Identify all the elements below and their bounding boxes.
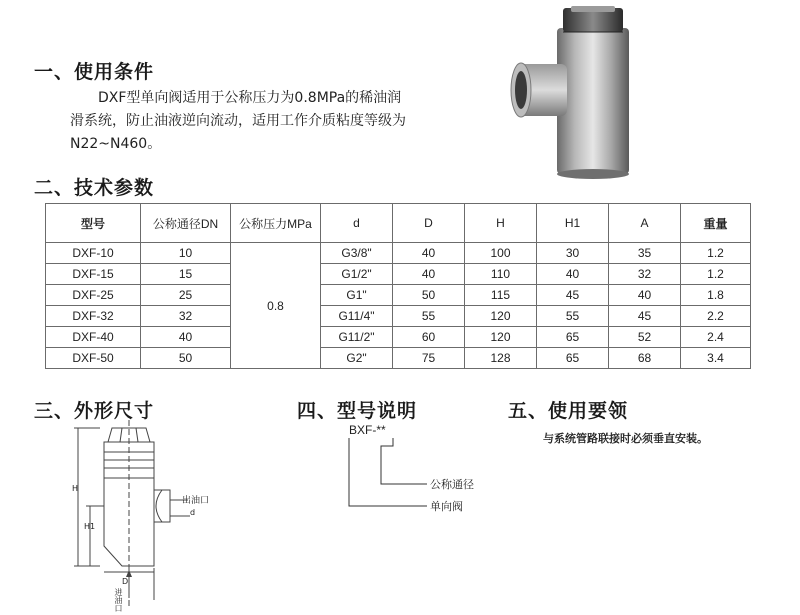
cell-model: DXF-25: [46, 285, 141, 306]
cell-dn: 10: [141, 243, 231, 264]
table-row: [46, 327, 751, 348]
cell-d: G2": [321, 348, 393, 369]
cell-weight: 2.2: [681, 306, 751, 327]
cell-H1: 30: [537, 243, 609, 264]
table-row: [46, 306, 751, 327]
cell-weight: 3.4: [681, 348, 751, 369]
cell-model: DXF-10: [46, 243, 141, 264]
section5-title: 五、使用要领: [508, 400, 629, 422]
cell-model: DXF-50: [46, 348, 141, 369]
cell-dn: 15: [141, 264, 231, 285]
cell-model: DXF-32: [46, 306, 141, 327]
label-nominal-diameter: 公称通径: [430, 478, 474, 491]
cell-model: DXF-40: [46, 327, 141, 348]
cell-A: 45: [609, 306, 681, 327]
dim-H1-label: H1: [84, 522, 96, 531]
table-row: [46, 264, 751, 285]
usage-line-1: DXF型单向阀适用于公称压力为0.8MPa的稀油润: [98, 90, 402, 106]
cell-D: 50: [393, 285, 465, 306]
cell-model: DXF-15: [46, 264, 141, 285]
cell-H1: 65: [537, 348, 609, 369]
label-check-valve: 单向阀: [430, 500, 463, 513]
cell-H1: 40: [537, 264, 609, 285]
dim-D-label: D: [122, 577, 129, 586]
cell-H1: 65: [537, 327, 609, 348]
cell-dn: 25: [141, 285, 231, 306]
dim-H-label: H: [72, 484, 79, 493]
installation-note: 与系统管路联接时必须垂直安装。: [543, 432, 708, 445]
header-D: D: [393, 204, 465, 243]
cell-H1: 55: [537, 306, 609, 327]
table-header-row: [46, 204, 751, 243]
cell-pressure: 0.8: [231, 243, 321, 369]
model-code-leaders: [345, 436, 430, 516]
valve-product-photo: [505, 4, 685, 180]
table-row: [46, 348, 751, 369]
cell-weight: 1.2: [681, 264, 751, 285]
section1-title: 一、使用条件: [34, 61, 155, 83]
header-model: 型号: [46, 204, 141, 243]
cell-A: 40: [609, 285, 681, 306]
dimension-drawing: [60, 420, 210, 612]
cell-A: 35: [609, 243, 681, 264]
technical-parameters-table: [45, 203, 751, 369]
section4-title: 四、型号说明: [297, 400, 418, 422]
dim-d-label: d: [190, 508, 196, 517]
header-H1: H1: [537, 204, 609, 243]
cell-dn: 40: [141, 327, 231, 348]
cell-weight: 1.2: [681, 243, 751, 264]
cell-d: G1": [321, 285, 393, 306]
cell-D: 75: [393, 348, 465, 369]
cell-H: 110: [465, 264, 537, 285]
cell-H: 120: [465, 306, 537, 327]
cell-D: 55: [393, 306, 465, 327]
cell-A: 52: [609, 327, 681, 348]
header-pressure: 公称压力MPa: [231, 204, 321, 243]
cell-dn: 50: [141, 348, 231, 369]
cell-weight: 1.8: [681, 285, 751, 306]
usage-conditions-text: [70, 87, 480, 156]
section3-title: 三、外形尺寸: [34, 400, 155, 422]
usage-line-3: N22~N460。: [70, 136, 162, 152]
cell-dn: 32: [141, 306, 231, 327]
cell-weight: 2.4: [681, 327, 751, 348]
cell-d: G11/2": [321, 327, 393, 348]
table-row: [46, 285, 751, 306]
cell-A: 68: [609, 348, 681, 369]
outlet-label: 出油口: [182, 496, 210, 506]
header-d: d: [321, 204, 393, 243]
header-A: A: [609, 204, 681, 243]
header-weight: 重量: [681, 204, 751, 243]
header-dn: 公称通径DN: [141, 204, 231, 243]
table-row: [46, 243, 751, 264]
model-code: BXF-**: [349, 423, 386, 437]
cell-d: G1/2": [321, 264, 393, 285]
cell-D: 40: [393, 264, 465, 285]
cell-H: 120: [465, 327, 537, 348]
cell-D: 40: [393, 243, 465, 264]
cell-d: G3/8": [321, 243, 393, 264]
cell-A: 32: [609, 264, 681, 285]
usage-line-2: 滑系统，防止油液逆向流动，适用工作介质粘度等级为: [70, 113, 406, 129]
cell-H: 115: [465, 285, 537, 306]
inlet-label: 进油口: [114, 588, 123, 612]
cell-d: G11/4": [321, 306, 393, 327]
cell-H: 128: [465, 348, 537, 369]
section2-title: 二、技术参数: [34, 177, 155, 199]
cell-H: 100: [465, 243, 537, 264]
cell-D: 60: [393, 327, 465, 348]
header-H: H: [465, 204, 537, 243]
cell-H1: 45: [537, 285, 609, 306]
